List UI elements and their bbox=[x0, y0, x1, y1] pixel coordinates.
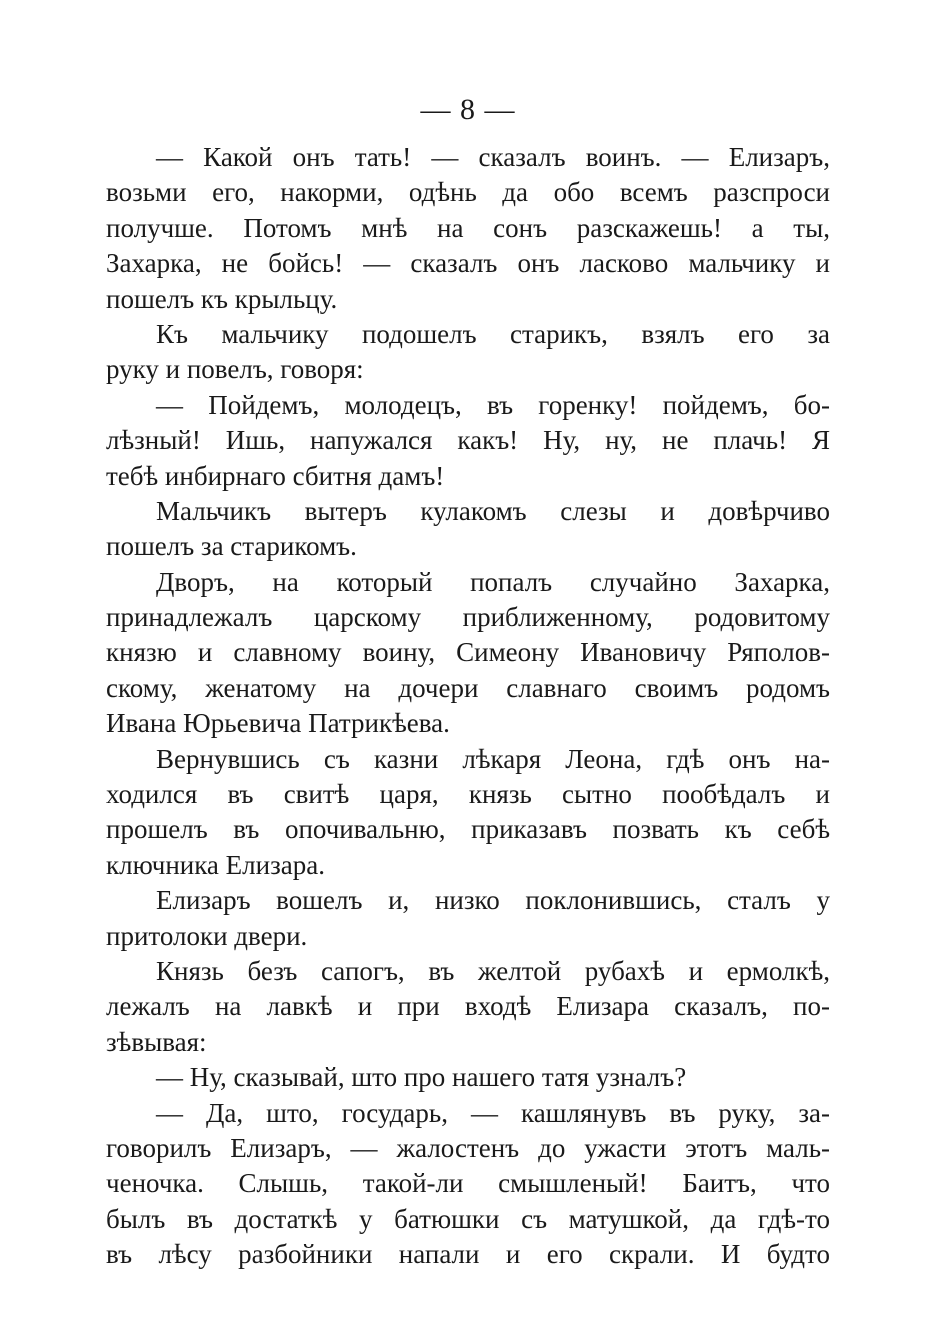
paragraph bbox=[106, 954, 830, 1060]
body-text bbox=[106, 140, 830, 1273]
text-line: — Какой онъ тать! — сказалъ воинъ. — Елизаръ, bbox=[156, 142, 830, 172]
text-line: — Ну, сказывай, што про нашего татя узналъ? bbox=[156, 1062, 687, 1093]
paragraph bbox=[106, 1060, 830, 1095]
text-line: говорилъ Елизаръ, — жалостенъ до ужасти этотъ маль- bbox=[106, 1132, 830, 1163]
text-line: Вернувшись съ казни лѣкаря Леона, гдѣ онъ на- bbox=[156, 743, 830, 774]
text-line: — Пойдемъ, молодецъ, въ горенку! пойдемъ, бо- bbox=[156, 389, 830, 420]
text-line: былъ въ достаткѣ у батюшки съ матушкой, да гдѣ-то bbox=[106, 1203, 830, 1234]
paragraph bbox=[106, 883, 830, 954]
text-line: прошелъ въ опочивальню, приказавъ позвать къ себѣ bbox=[106, 814, 830, 845]
text-line: Мальчикъ вытеръ кулакомъ слезы и довѣрчиво bbox=[156, 495, 830, 526]
text-line: князю и славному воину, Симеону Ивановичу Ряполов- bbox=[106, 637, 830, 668]
text-line: Дворъ, на который попалъ случайно Захарка, bbox=[156, 566, 830, 597]
text-line: ходился въ свитѣ царя, князь сытно пообѣдалъ и bbox=[106, 779, 830, 810]
text-line: притолоки двери. bbox=[106, 920, 308, 951]
text-line: пошелъ къ крыльцу. bbox=[106, 283, 338, 314]
text-line: зѣвывая: bbox=[106, 1026, 207, 1057]
paragraph bbox=[106, 317, 830, 388]
paragraph bbox=[106, 742, 830, 884]
text-line: ключника Елизара. bbox=[106, 849, 325, 880]
paragraph bbox=[106, 565, 830, 742]
text-line: скому, женатому на дочери славнаго своимъ родомъ bbox=[106, 672, 830, 703]
page-number: — 8 — bbox=[420, 93, 516, 126]
text-line: тебѣ инбирнаго сбитня дамъ! bbox=[106, 460, 445, 491]
text-line: возьми его, накорми, одѣнь да обо всемъ разспроси bbox=[106, 177, 830, 208]
text-line: лѣзный! Ишь, напужался какъ! Ну, ну, не плачь! Я bbox=[106, 425, 830, 456]
paragraph bbox=[106, 494, 830, 565]
paragraph bbox=[106, 388, 830, 494]
text-line: Князь безъ сапогъ, въ желтой рубахѣ и ермолкѣ, bbox=[156, 955, 830, 986]
text-line: пошелъ за старикомъ. bbox=[106, 531, 357, 562]
text-line: Елизаръ вошелъ и, низко поклонившись, сталъ у bbox=[156, 885, 830, 916]
text-line: Ивана Юрьевича Патрикѣева. bbox=[106, 708, 450, 739]
text-line: — Да, што, государь, — кашлянувъ въ руку, за- bbox=[156, 1097, 830, 1128]
text-line: Къ мальчику подошелъ старикъ, взялъ его за bbox=[156, 318, 830, 349]
text-line: руку и повелъ, говоря: bbox=[106, 354, 364, 385]
text-line: ченочка. Слышь, такой-ли смышленый! Баитъ, что bbox=[106, 1168, 830, 1199]
paragraph bbox=[106, 140, 830, 317]
paragraph bbox=[106, 1096, 830, 1273]
text-line: получше. Потомъ мнѣ на сонъ разскажешь! а ты, bbox=[106, 212, 830, 243]
text-line: принадлежалъ царскому приближенному, родовитому bbox=[106, 602, 830, 633]
text-line: лежалъ на лавкѣ и при входѣ Елизара сказалъ, по- bbox=[106, 991, 830, 1022]
text-line: Захарка, не бойсь! — сказалъ онъ ласково мальчику и bbox=[106, 248, 830, 279]
text-line: въ лѣсу разбойники напали и его скрали. И будто bbox=[106, 1239, 830, 1270]
